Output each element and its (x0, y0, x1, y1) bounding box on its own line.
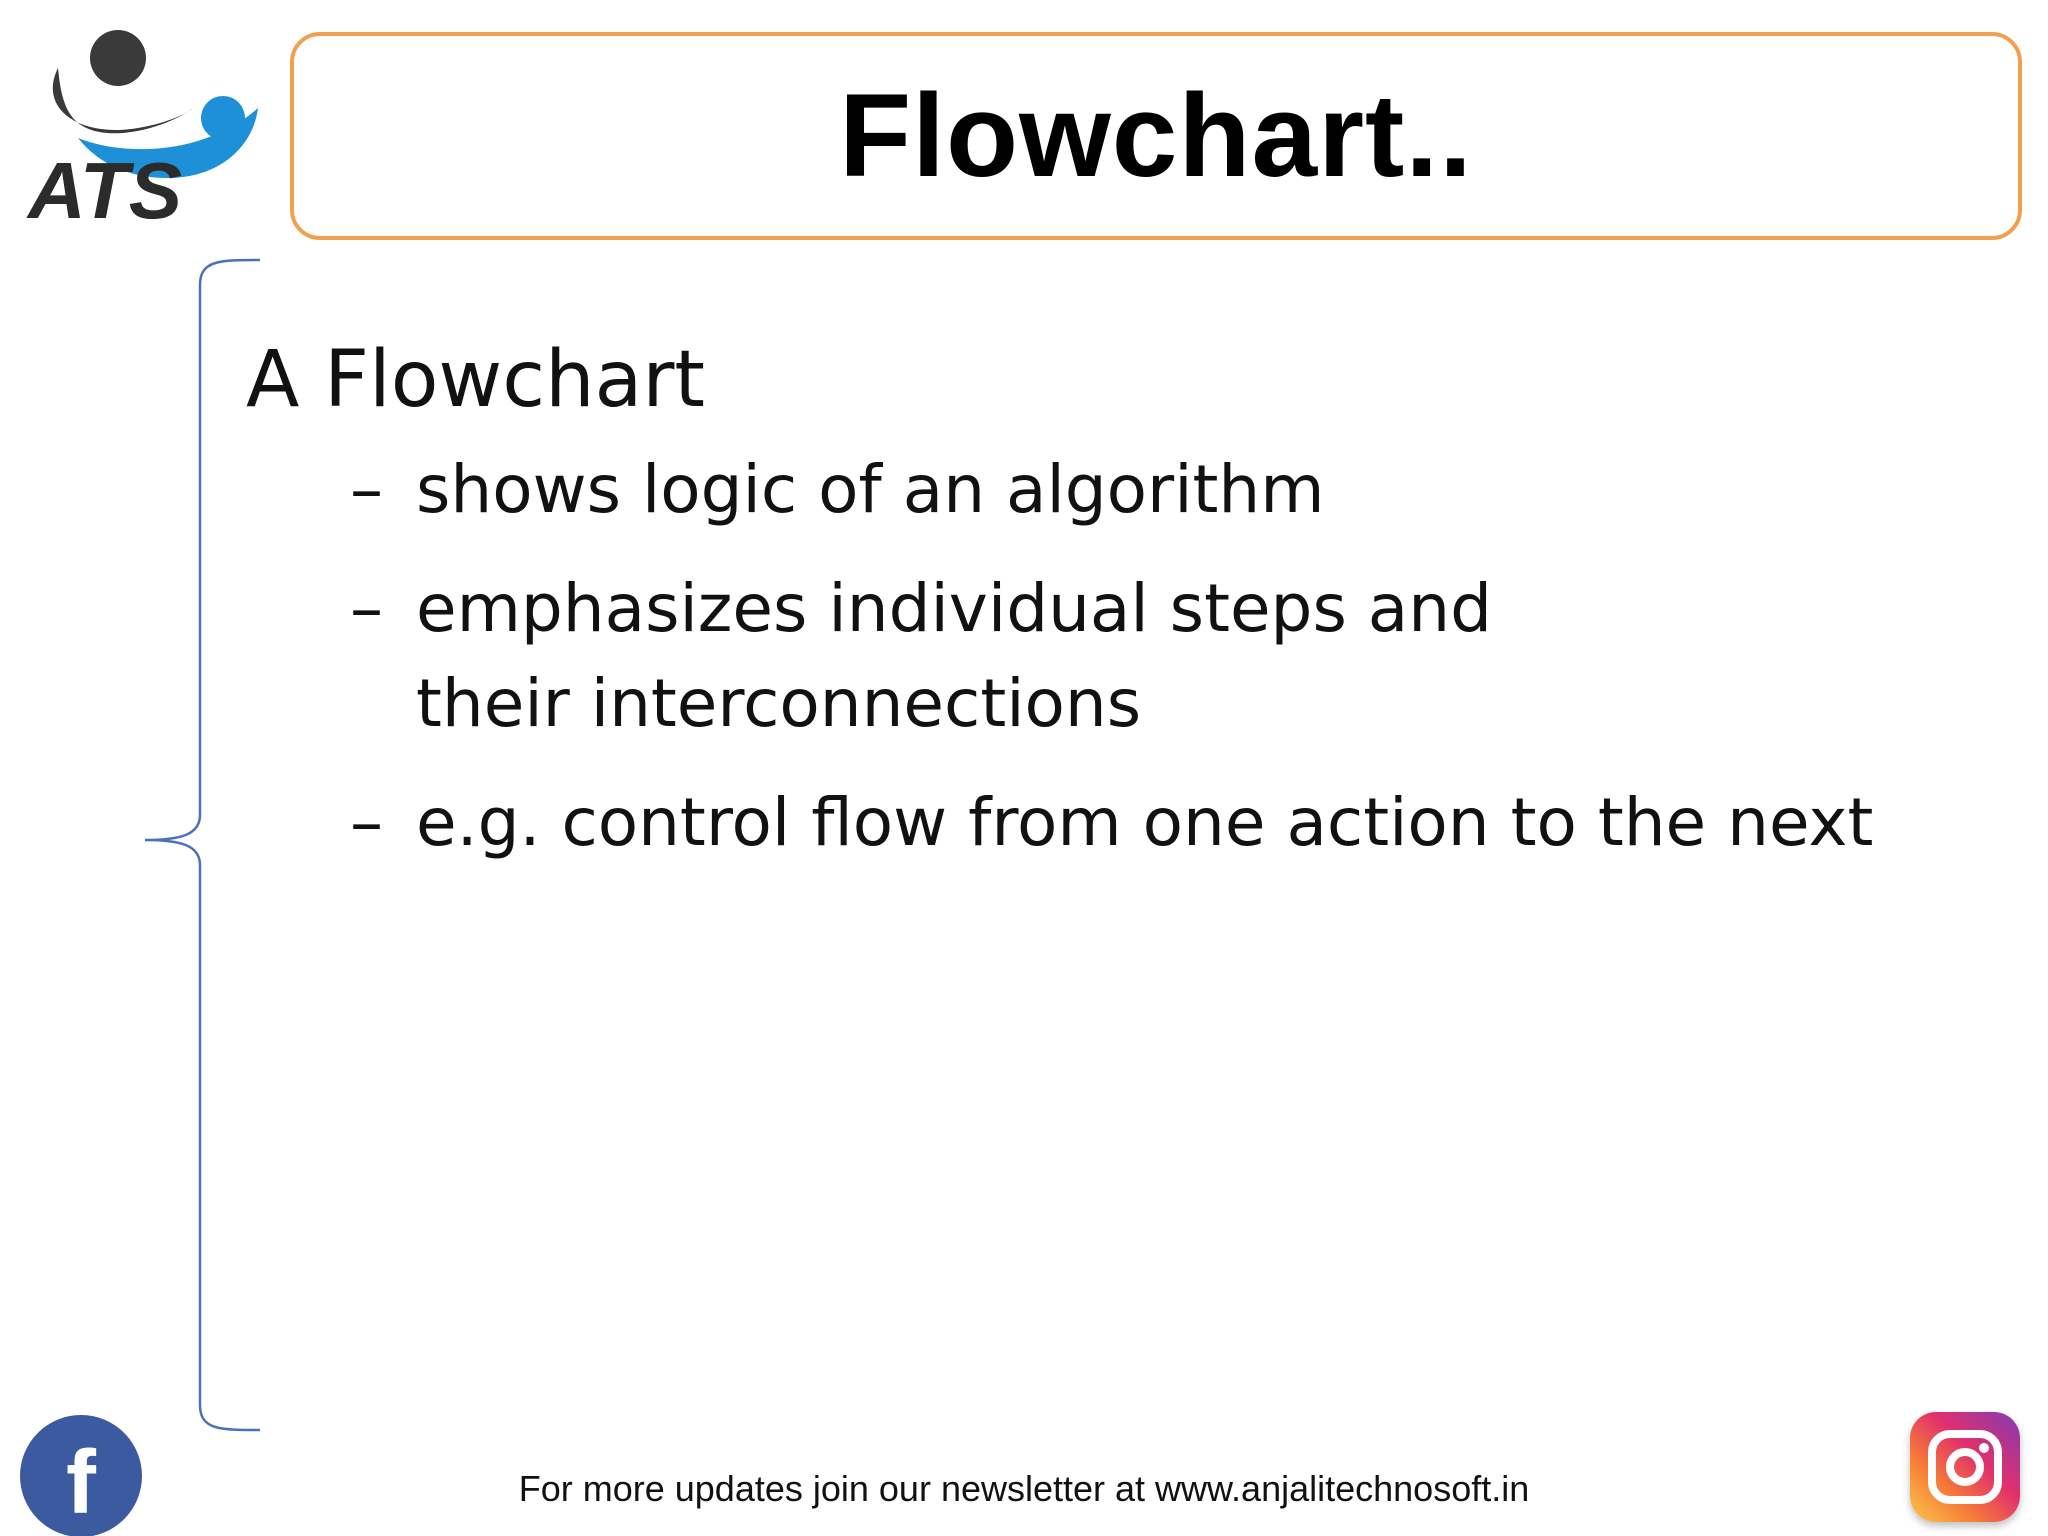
instagram-glyph (1910, 1412, 2020, 1522)
ats-logo-graphic (18, 18, 268, 233)
ats-logo-text: ATS (28, 146, 183, 233)
bullet-dash: – (350, 451, 383, 528)
bullet-text: e.g. control flow from one action to the next (416, 784, 1874, 861)
instagram-icon[interactable] (1910, 1412, 2020, 1522)
slide-content (246, 330, 1946, 894)
bullet-list (246, 442, 1946, 870)
slide-title: Flowchart.. (839, 70, 1473, 202)
ats-logo (18, 18, 268, 233)
footer-newsletter-text: For more updates join our newsletter at www.anjalitechnosoft.in (518, 1468, 1530, 1509)
bullet-dash: – (350, 570, 383, 647)
bullet-item (246, 442, 1946, 537)
title-box (290, 32, 2022, 240)
facebook-glyph: f (66, 1433, 96, 1533)
bullet-item (246, 561, 1666, 751)
bullet-text: emphasizes individual steps and their interconnections (416, 570, 1492, 742)
content-heading: A Flowchart (246, 335, 705, 425)
bullet-text: shows logic of an algorithm (416, 451, 1325, 528)
bullet-item (246, 775, 1946, 870)
bullet-dash: – (350, 784, 383, 861)
